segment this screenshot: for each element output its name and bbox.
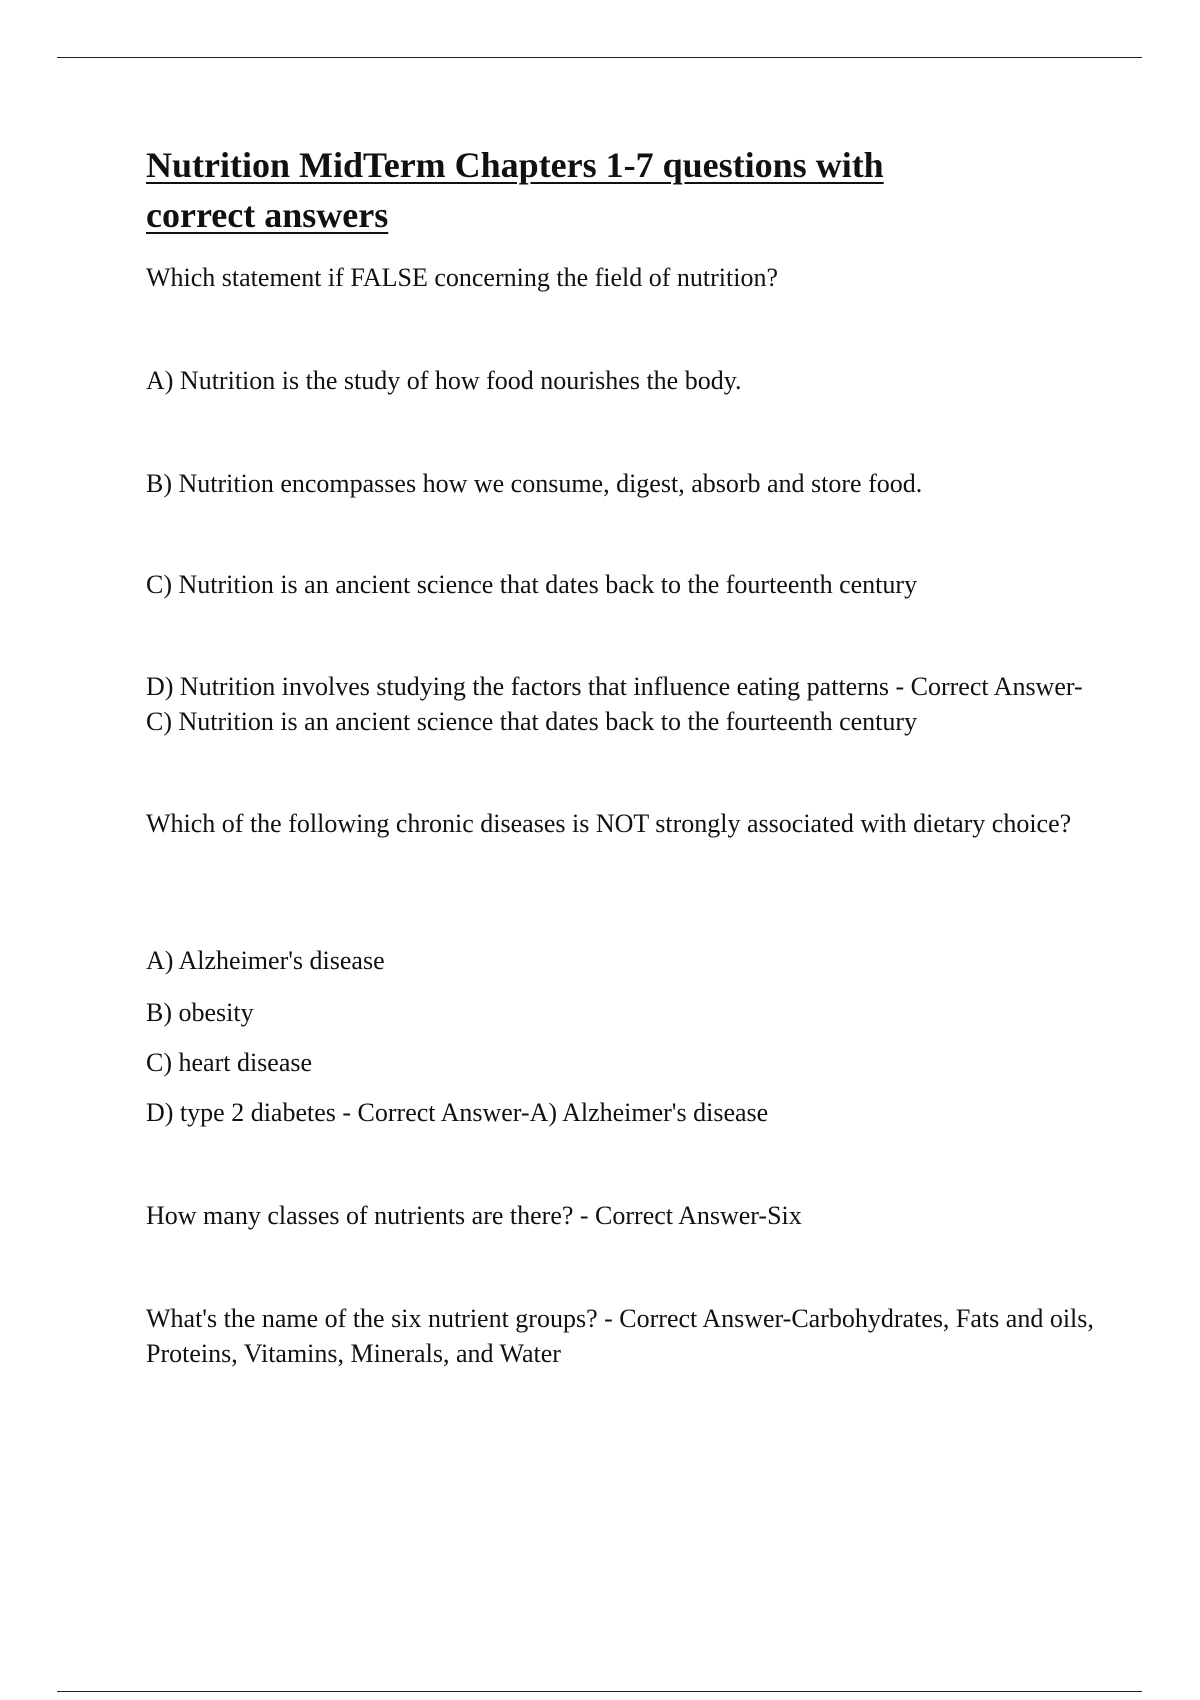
document-title: Nutrition MidTerm Chapters 1-7 questions with correct answers <box>146 145 884 235</box>
question-1-option-c: C) Nutrition is an ancient science that dates back to the fourteenth century <box>146 570 918 599</box>
question-4-with-answer: What's the name of the six nutrient groups? - Correct Answer-Carbohydrates, Fats and oils, Proteins, Vitamins, Minerals, and Water <box>146 1304 1094 1368</box>
question-2-stem: Which of the following chronic diseases is NOT strongly associated with dietary choice? <box>146 809 1072 838</box>
question-2-option-c: C) heart disease <box>146 1048 313 1077</box>
document-body <box>146 140 1106 1368</box>
question-1-option-d-with-answer: D) Nutrition involves studying the factors that influence eating patterns - Correct Answer-C) Nutrition is an ancient science that dates back to the fourteenth century <box>146 672 1083 736</box>
question-1-option-a: A) Nutrition is the study of how food nourishes the body. <box>146 366 742 395</box>
page-top-rule <box>57 57 1142 58</box>
question-1-stem: Which statement if FALSE concerning the field of nutrition? <box>146 263 779 292</box>
question-2-option-a: A) Alzheimer's disease <box>146 946 385 975</box>
question-2-option-d-with-answer: D) type 2 diabetes - Correct Answer-A) Alzheimer's disease <box>146 1098 769 1127</box>
page-bottom-rule <box>57 1691 1142 1692</box>
question-2-option-b: B) obesity <box>146 998 254 1027</box>
question-1-option-b: B) Nutrition encompasses how we consume, digest, absorb and store food. <box>146 469 923 498</box>
question-3-with-answer: How many classes of nutrients are there? - Correct Answer-Six <box>146 1201 802 1230</box>
